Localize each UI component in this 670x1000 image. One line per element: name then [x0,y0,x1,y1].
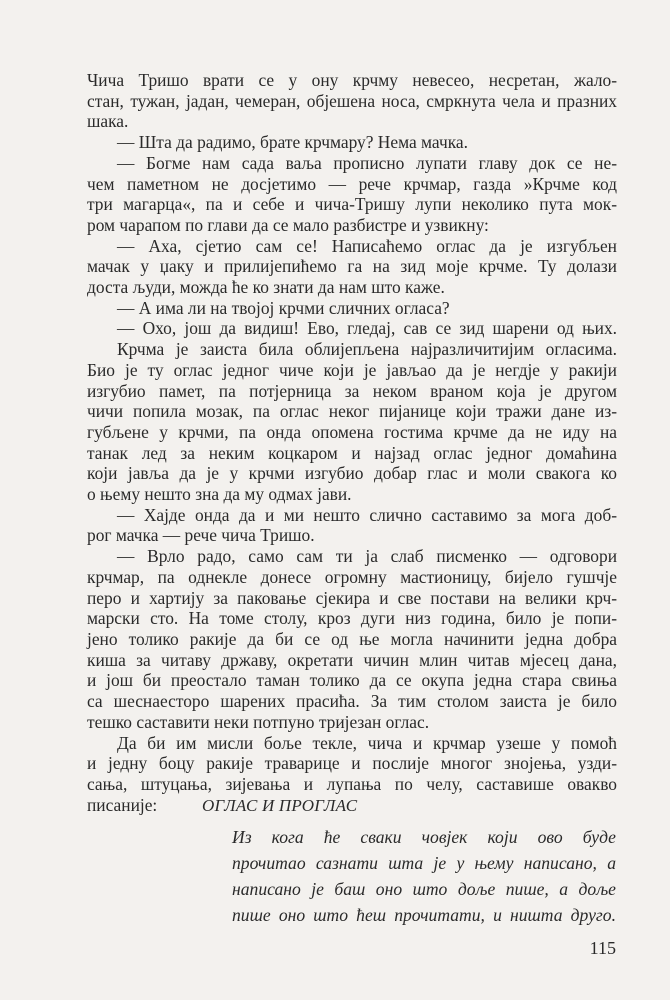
text-line: који јавља да је у крчми изгубио добар глас и моли свакога ко [87,463,617,484]
notice-line: пише оно што ћеш прочитати, и ништа друго. [232,905,616,925]
text-line: тешко саставити неки потпуно тријезан оглас. [87,711,430,732]
text-line: ром чарапом по глави да се мало разбистре и узвикну: [87,214,489,235]
text-line: доста људи, можда ће ко знати да нам што каже. [87,277,445,298]
text-line: чичи попила мозак, па оглас неког пијанице који тражи дане из- [87,401,617,422]
text-line: сања, штуцања, зијевања и лупања по челу, саставише овакво [87,773,617,794]
text-line: изгубио памет, па потјерница за неком враном која је другом [87,380,617,401]
text-line: мачак у џаку и прилијепићемо га на зид моје крчме. Ту долази [87,256,617,277]
page-number: 115 [589,938,616,958]
text-line: са шеснаесторо шарених прасића. За тим столом заиста је било [87,691,617,712]
text-line: три магарца«, па и себе и чича-Тришу лупи неколико пута мок- [87,194,617,215]
text-line: Крчма је заиста била облијепљена најразличитијим огласима. [117,339,617,360]
notice-heading: ОГЛАС И ПРОГЛАС [202,796,358,815]
text-line: — А има ли на твојој крчми сличних огласа? [117,297,450,318]
text-line: марски сто. На томе столу, кроз дуги низ година, било је попи- [87,608,617,629]
text-line: — Охо, још да видиш! Ево, гледај, сав се зид шарени од њих. [117,318,617,339]
text-line: шака. [87,111,129,132]
notice-line: прочитао сазнати шта је у њему написано, а [232,853,616,873]
text-line: Чича Тришо врати се у ону крчму невесео, несретан, жало- [87,70,617,90]
text-line: Био је ту оглас једног чиче који је јављао да је негдје у ракији [87,359,617,380]
text-line: Да би им мисли боље текле, чича и крчмар узеше у помоћ [117,732,617,753]
notice-text [232,824,616,928]
text-line: крчмар, па однекле донесе огромну мастионицу, бијело гушчје [87,566,617,587]
text-line: рог мачка — рече чича Тришо. [87,525,315,546]
text-line: — Хајде онда да и ми нешто слично саставимо за мога доб- [117,504,617,525]
text-line: чем паметном не досјетимо — рече крчмар, газда »Крчме код [87,173,617,194]
text-line: и још би преостало таман толико да се окупа једна стара свиња [87,670,617,691]
text-line: јено толико ракије да би се од ње могла начинити једна добра [87,628,617,649]
text-line: танак лед за неким коцкаром и најзад оглас једног домаћина [87,442,617,463]
text-line: — Врло радо, само сам ти ја слаб писменко — одговори [117,546,617,567]
text-line: и једну боцу ракије траварице и послије многог знојења, узди- [87,753,617,774]
text-line: киша за читаву државу, окретати чичин млин читав мјесец дана, [87,649,617,670]
text-line: — Аха, сјетио сам се! Написаћемо оглас да је изгубљен [117,235,617,256]
text-line: — Шта да радимо, брате крчмару? Нема мачка. [117,132,468,153]
notice-line: написано је баш оно што доље пише, а доље [232,879,616,899]
body-text [87,70,617,815]
text-line: перо и хартију за паковање сјекира и све постави на велики крч- [87,587,617,608]
text-line: о њему нешто зна да му одмах јави. [87,484,352,505]
text-line: писаније: [87,794,158,815]
text-line: стан, тужан, јадан, чемеран, објешена носа, смркнута чела и празних [87,90,617,111]
notice-line: Из кога ће сваки човјек који ово буде [232,827,616,847]
text-line: губљене у крчми, па онда опомена гостима крчме да не иду на [87,421,617,442]
text-line: — Богме нам сада ваља прописно лупати главу док се не- [117,152,617,173]
